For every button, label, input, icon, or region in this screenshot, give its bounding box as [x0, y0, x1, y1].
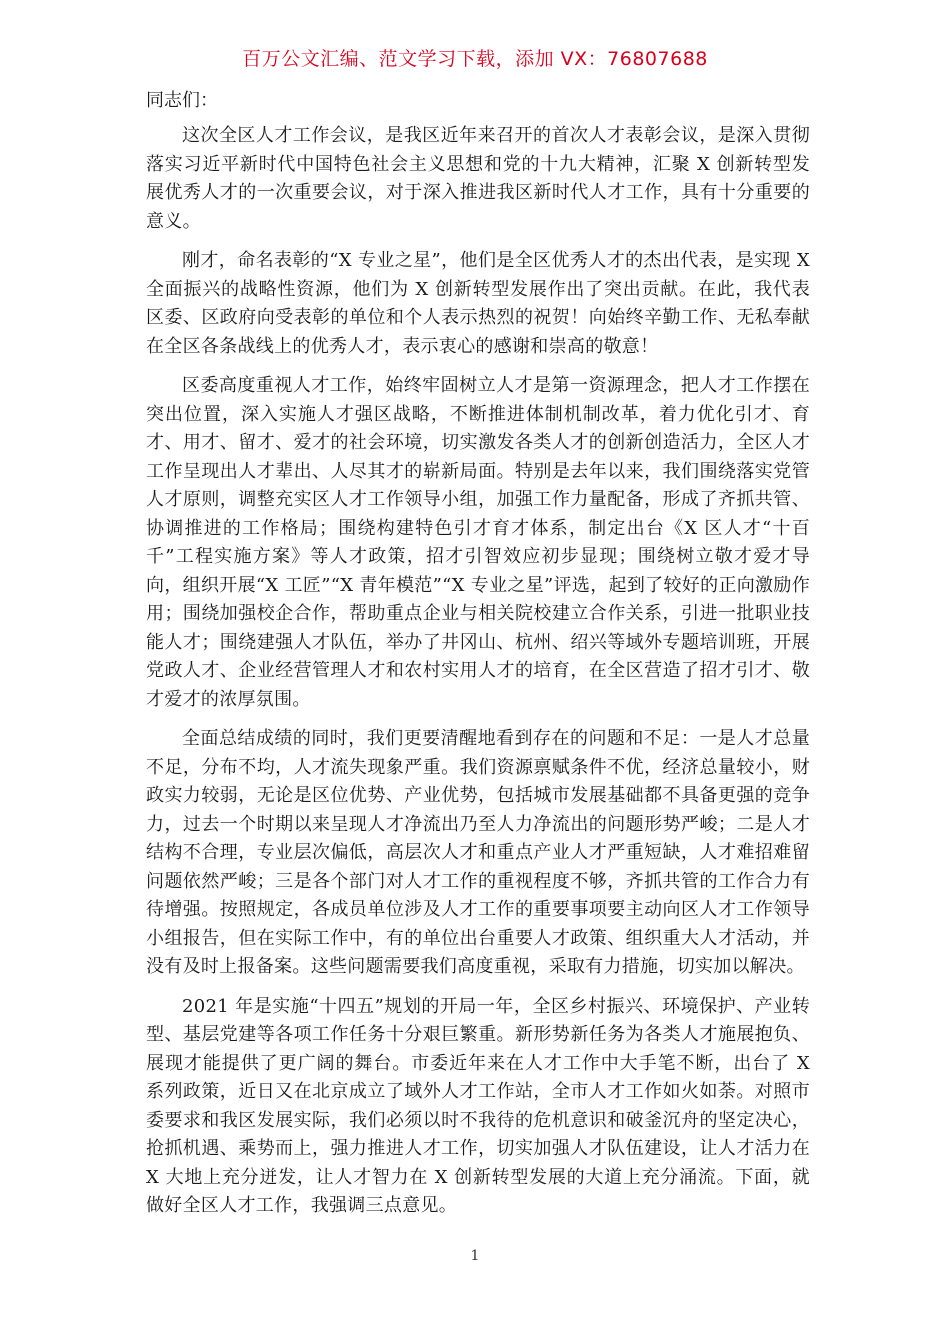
salutation: 同志们： [146, 90, 218, 111]
page-number: 1 [470, 1248, 480, 1264]
paragraph-5: 2021 年是实施“十四五”规划的开局一年，全区乡村振兴、环境保护、产业转型、基层党建等各项工作任务十分艰巨繁重。新形势新任务为各类人才施展抱负、展现才能提供了更广阔的舞台。市委近年来在人才工作中大手笔不断，出台了 X 系列政策，近日又在北京成立了域外人才工作站，全市人才工作如火如荼。对照市委要求和我区发展实际，我们必须以时不我待的危机意识和破釜沉舟的坚定决心，抢抓机遇、乘势而上，强力推进人才工作，切实加强人才队伍建设，让人才活力在 X 大地上充分迸发，让人才智力在 X 创新转型发展的大道上充分涌流。下面，就做好全区人才工作，我强调三点意见。 [146, 995, 810, 1216]
document-body [146, 86, 810, 1232]
paragraph-3: 区委高度重视人才工作，始终牢固树立人才是第一资源理念，把人才工作摆在突出位置，深入实施人才强区战略，不断推进体制机制改革，着力优化引才、育才、用才、留才、爱才的社会环境，切实激发各类人才的创新创造活力，全区人才工作呈现出人才辈出、人尽其才的崭新局面。特别是去年以来，我们围绕落实党管人才原则，调整充实区人才工作领导小组，加强工作力量配备，形成了齐抓共管、协调推进的工作格局；围绕构建特色引才育才体系，制定出台《X 区人才“十百千”工程实施方案》等人才政策，招才引智效应初步显现；围绕树立敬才爱才导向，组织开展“X 工匠”“X 青年模范”“X 专业之星”评选，起到了较好的正向激励作用；围绕加强校企合作，帮助重点企业与相关院校建立合作关系，引进一批职业技能人才；围绕建强人才队伍，举办了井冈山、杭州、绍兴等域外专题培训班，开展党政人才、企业经营管理人才和农村实用人才的培育，在全区营造了招才引才、敬才爱才的浓厚氛围。 [146, 375, 810, 710]
paragraph-2: 刚才，命名表彰的“X 专业之星”，他们是全区优秀人才的杰出代表，是实现 X 全面振兴的战略性资源，他们为 X 创新转型发展作出了突出贡献。在此，我代表区委、区政府向受表彰的单位和个人表示热烈的祝贺！向始终辛勤工作、无私奉献在全区各条战线上的优秀人才，表示衷心的感谢和崇高的敬意！ [146, 250, 810, 357]
paragraph-1: 这次全区人才工作会议，是我区近年来召开的首次人才表彰会议，是深入贯彻落实习近平新时代中国特色社会主义思想和党的十九大精神，汇聚 X 创新转型发展优秀人才的一次重要会议，对于深入推进我区新时代人才工作，具有十分重要的意义。 [146, 125, 810, 232]
paragraph-4: 全面总结成绩的同时，我们更要清醒地看到存在的问题和不足：一是人才总量不足，分布不均，人才流失现象严重。我们资源禀赋条件不优，经济总量较小，财政实力较弱，无论是区位优势、产业优势，包括城市发展基础都不具备更强的竞争力，过去一个时期以来呈现人才净流出乃至人力净流出的问题形势严峻；二是人才结构不合理，专业层次偏低，高层次人才和重点产业人才严重短缺，人才难招难留问题依然严峻；三是各个部门对人才工作的重视程度不够，齐抓共管的工作合力有待增强。按照规定，各成员单位涉及人才工作的重要事项要主动向区人才工作领导小组报告，但在实际工作中，有的单位出台重要人才政策、组织重大人才活动，并没有及时上报备案。这些问题需要我们高度重视，采取有力措施，切实加以解决。 [146, 728, 810, 977]
header-banner: 百万公文汇编、范文学习下载，添加 VX：76807688 [242, 48, 708, 70]
